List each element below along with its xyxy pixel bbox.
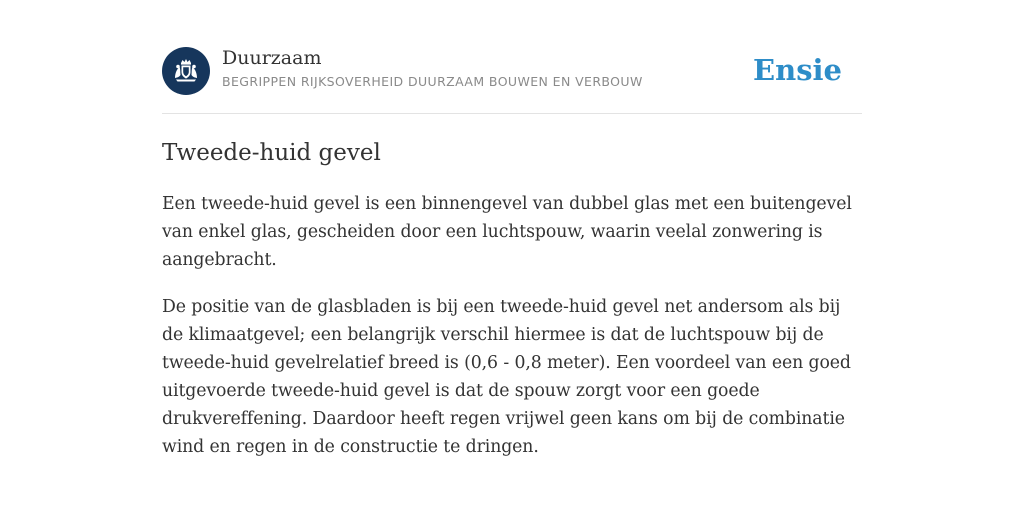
coat-of-arms-emblem [169,54,203,88]
page-title: Tweede-huid gevel [162,140,381,166]
paragraph: Een tweede-huid gevel is een binnengevel van dubbel glas met een buitengevel van enkel glas, gescheiden door een luchtspouw, waarin veelal zonwering is aangebracht. [162,194,852,270]
brand-subtitle: BEGRIPPEN RIJKSOVERHEID DUURZAAM BOUWEN EN VERBOUW [222,74,643,89]
brand-name[interactable]: Duurzaam [222,47,322,69]
paragraph: De positie van de glasbladen is bij een tweede-huid gevel net andersom als bij de klimaatgevel; een belangrijk verschil hiermee is dat de luchtspouw bij de tweede-huid gevelrelatief breed is (0,6 - 0,8 meter). Een voordeel van een goed uitgevoerde tweede-huid gevel is dat de spouw zorgt voor een goede drukvereffening. Daardoor heeft regen vrijwel geen kans om bij de combinatie wind en regen in de constructie te dringen. [162,297,851,457]
header [162,46,862,96]
page [162,0,862,512]
ensie-logo[interactable]: Ensie [753,53,842,87]
header-divider [162,113,862,114]
article-body [162,190,862,480]
rijksoverheid-coat-of-arms-icon[interactable] [162,47,210,95]
